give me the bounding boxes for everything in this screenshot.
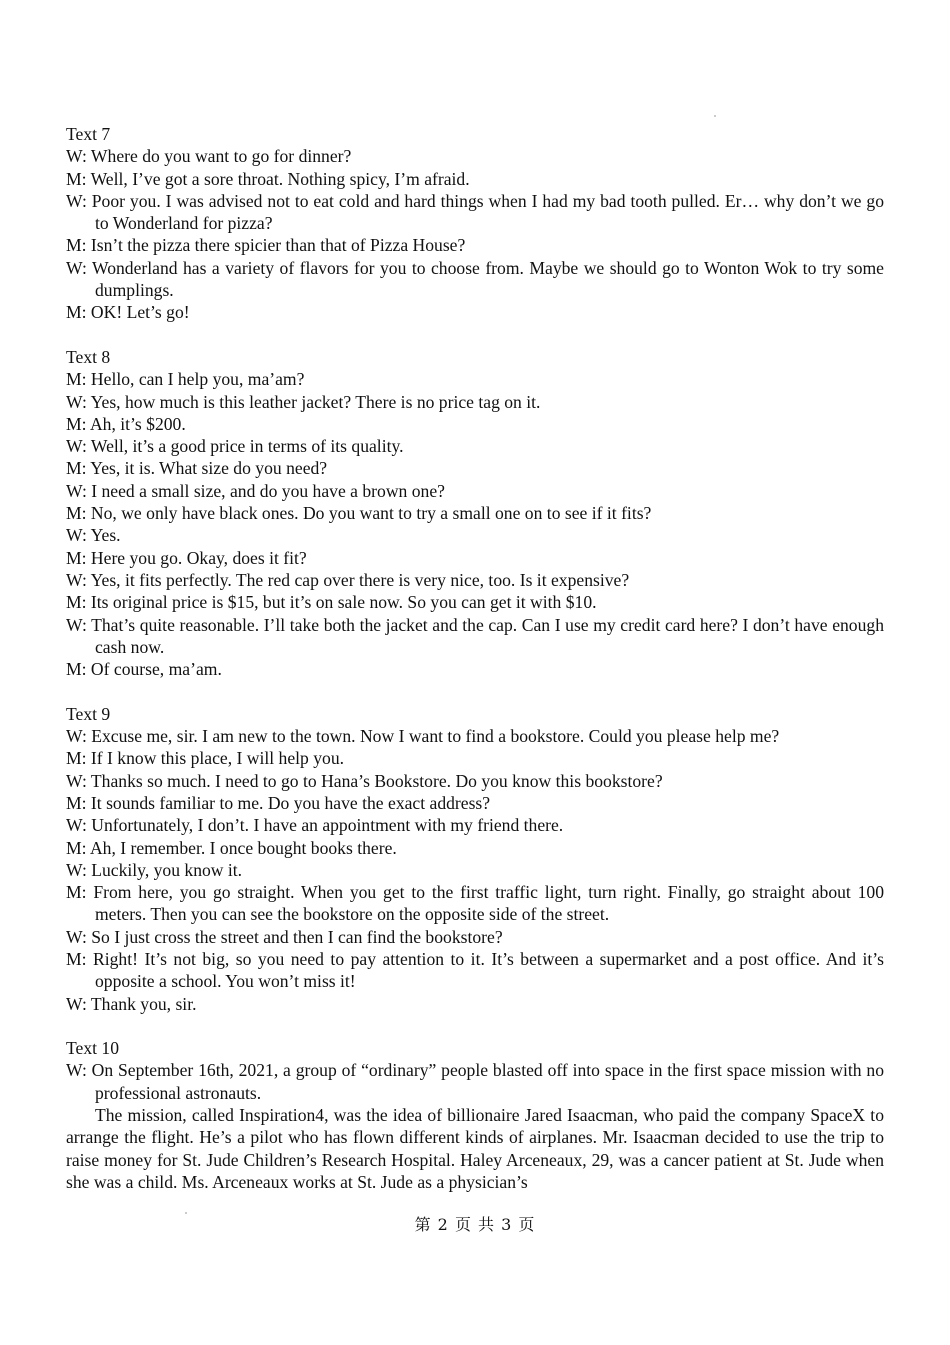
dialogue-line: M: Ah, I remember. I once bought books there. — [66, 837, 397, 858]
body-paragraph: The mission, called Inspiration4, was the idea of billionaire Jared Isaacman, who paid the company SpaceX to arrange the flight. He’s a pilot who has flown different kinds of airplanes. Mr. Isaacman decided to use the trip to raise money for St. Jude Children’s Research Hospital. Haley Arceneaux, 29, was a cancer patient at St. Jude when she was a child. Ms. Arceneaux works at St. Jude as a physician’s — [66, 1105, 884, 1192]
dialogue-line: W: Wonderland has a variety of flavors for you to choose from. Maybe we should go to Wonton Wok to try some dumplings. — [66, 257, 884, 301]
dialogue-line: W: Yes, it fits perfectly. The red cap over there is very nice, too. Is it expensive? — [66, 569, 630, 590]
text7-heading: Text 7 — [66, 124, 111, 144]
dialogue-line: W: Thank you, sir. — [66, 993, 197, 1014]
dialogue-line: M: Right! It’s not big, so you need to pay attention to it. It’s between a supermarket and a post office. And it’s opposite a school. You won’t miss it! — [66, 948, 884, 992]
scan-speck — [714, 115, 716, 117]
dialogue-line: W: Well, it’s a good price in terms of its quality. — [66, 436, 404, 457]
text8-heading: Text 8 — [66, 346, 111, 367]
dialogue-line: M: OK! Let’s go! — [66, 302, 190, 323]
dialogue-line: W: Yes. — [66, 525, 121, 546]
dialogue-line: M: Well, I’ve got a sore throat. Nothing spicy, I’m afraid. — [66, 168, 470, 189]
dialogue-line: W: Poor you. I was advised not to eat cold and hard things when I had my bad tooth pulled. Er… why don’t we go to Wonderland for pizza? — [66, 190, 884, 234]
dialogue-line: M: Of course, ma’am. — [66, 659, 222, 680]
dialogue-line: M: From here, you go straight. When you get to the first traffic light, turn right. Finally, go straight about 100 meters. Then you can see the bookstore on the opposite side of the street. — [66, 882, 884, 925]
dialogue-line: W: On September 16th, 2021, a group of “ordinary” people blasted off into space in the first space mission with no professional astronauts. — [66, 1060, 884, 1103]
dialogue-line: M: Its original price is $15, but it’s on sale now. So you can get it with $10. — [66, 592, 597, 613]
dialogue-line: W: Luckily, you know it. — [66, 859, 243, 880]
dialogue-line: M: If I know this place, I will help you. — [66, 748, 345, 769]
dialogue-line: M: Isn’t the pizza there spicier than that of Pizza House? — [66, 235, 466, 256]
dialogue-line: M: Ah, it’s $200. — [66, 413, 186, 434]
page-footer: 第 2 页 共 3 页 — [414, 1215, 536, 1234]
dialogue-line: W: Excuse me, sir. I am new to the town. Now I want to find a bookstore. Could you please help me? — [66, 726, 780, 747]
dialogue-line: M: Hello, can I help you, ma’am? — [66, 369, 305, 390]
dialogue-line: M: It sounds familiar to me. Do you have the exact address? — [66, 792, 491, 813]
dialogue-line: M: Here you go. Okay, does it fit? — [66, 547, 307, 568]
dialogue-line: M: No, we only have black ones. Do you want to try a small one on to see if it fits? — [66, 503, 652, 524]
text9-heading: Text 9 — [66, 703, 111, 724]
dialogue-line: W: I need a small size, and do you have a brown one? — [66, 480, 445, 501]
text9-section — [66, 703, 884, 1015]
dialogue-line: W: Yes, how much is this leather jacket? There is no price tag on it. — [66, 391, 541, 412]
dialogue-line: W: Where do you want to go for dinner? — [66, 146, 352, 167]
dialogue-line: W: Thanks so much. I need to go to Hana’s Bookstore. Do you know this bookstore? — [66, 770, 663, 791]
dialogue-line: M: Yes, it is. What size do you need? — [66, 458, 328, 479]
text8-section — [66, 346, 884, 680]
dialogue-line: W: Unfortunately, I don’t. I have an appointment with my friend there. — [66, 815, 564, 836]
dialogue-line: W: So I just cross the street and then I can find the bookstore? — [66, 926, 503, 947]
dialogue-line: W: That’s quite reasonable. I’ll take both the jacket and the cap. Can I use my credit card here? I don’t have enough cash now. — [66, 614, 884, 657]
text7-section — [66, 123, 884, 324]
text10-heading: Text 10 — [66, 1038, 120, 1059]
page-content — [66, 123, 884, 1193]
text10-section — [66, 1037, 884, 1193]
